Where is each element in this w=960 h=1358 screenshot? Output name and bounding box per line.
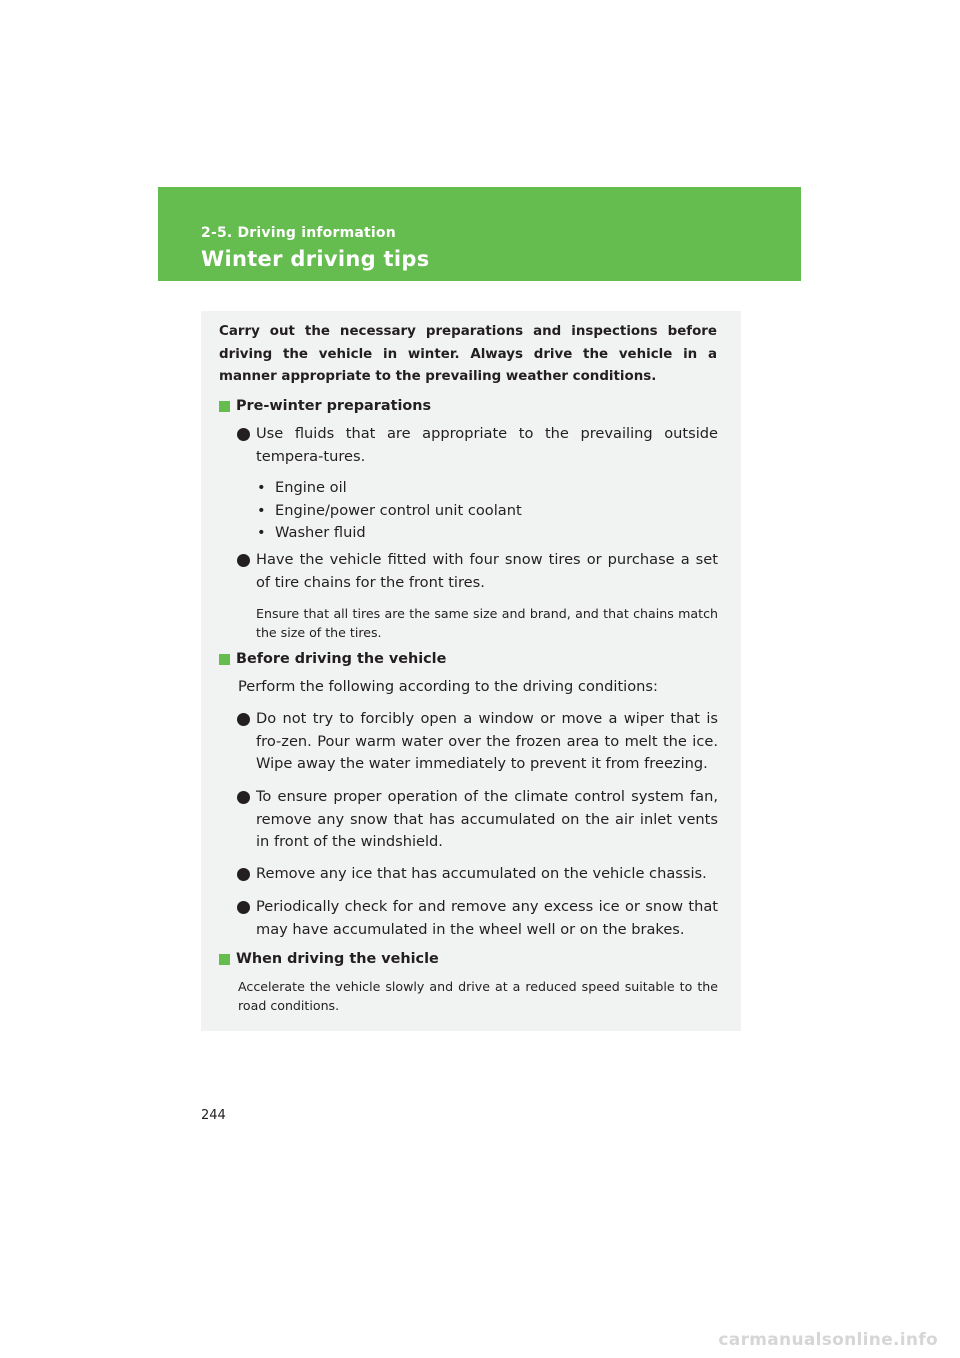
section-label: 2-5. Driving information (201, 225, 396, 241)
bullet-dot-icon (237, 554, 250, 567)
sub-item-text: Engine oil (275, 479, 347, 496)
note-text: Ensure that all tires are the same size and brand, and that chains match the size of the tires. (256, 606, 718, 640)
bullet-dot-icon (237, 901, 250, 914)
bullet-item (237, 896, 718, 941)
bullet-item (237, 708, 718, 776)
bullet-item (237, 863, 718, 886)
intro-text: Carry out the necessary preparations and inspections before driving the vehicle in winter. Always drive the vehicle in a manner appropriate to the prevailing weather conditions. (219, 324, 717, 384)
sub-item-text: Engine/power control unit coolant (275, 502, 522, 519)
section-heading-text: When driving the vehicle (236, 951, 439, 967)
content-box (201, 311, 741, 1031)
note-text: Accelerate the vehicle slowly and drive at a reduced speed suitable to the road conditions. (238, 979, 718, 1013)
bullet-text: To ensure proper operation of the climate control system fan, remove any snow that has accumulated on the air inlet vents in front of the windshield. (256, 788, 718, 850)
page-title: Winter driving tips (201, 247, 430, 271)
bullet-text: Use fluids that are appropriate to the prevailing outside tempera-tures. (256, 425, 718, 465)
watermark-logo: carmanualsonline.info (718, 1330, 938, 1350)
section-heading (219, 951, 439, 967)
sub-bullet-icon: • (257, 524, 266, 541)
bullet-text: Remove any ice that has accumulated on the vehicle chassis. (256, 865, 707, 882)
square-bullet-icon (219, 954, 230, 965)
section-heading (219, 398, 431, 414)
bullet-dot-icon (237, 791, 250, 804)
bullet-item (237, 549, 718, 594)
square-bullet-icon (219, 401, 230, 412)
section-heading-text: Before driving the vehicle (236, 651, 447, 667)
sub-bullet-icon: • (257, 479, 266, 496)
bullet-text: Do not try to forcibly open a window or move a wiper that is fro-zen. Pour warm water over the frozen area to melt the ice. Wipe away the water immediately to prevent it from freezing. (256, 710, 718, 772)
lead-text: Perform the following according to the driving conditions: (238, 678, 658, 695)
section-heading (219, 651, 446, 667)
bullet-dot-icon (237, 428, 250, 441)
page-number: 244 (201, 1108, 226, 1123)
bullet-dot-icon (237, 713, 250, 726)
bullet-text: Have the vehicle fitted with four snow tires or purchase a set of tire chains for the front tires. (256, 551, 718, 591)
section-header-bar (158, 187, 801, 281)
square-bullet-icon (219, 654, 230, 665)
section-heading-text: Pre-winter preparations (236, 398, 432, 414)
bullet-text: Periodically check for and remove any excess ice or snow that may have accumulated in the wheel well or on the brakes. (256, 898, 718, 938)
sub-bullet-icon: • (257, 502, 266, 519)
sub-item (257, 477, 347, 500)
sub-item-text: Washer fluid (275, 524, 366, 541)
sub-item (257, 522, 366, 545)
bullet-item (237, 786, 718, 854)
sub-item (257, 500, 522, 523)
bullet-item (237, 423, 718, 468)
bullet-dot-icon (237, 868, 250, 881)
